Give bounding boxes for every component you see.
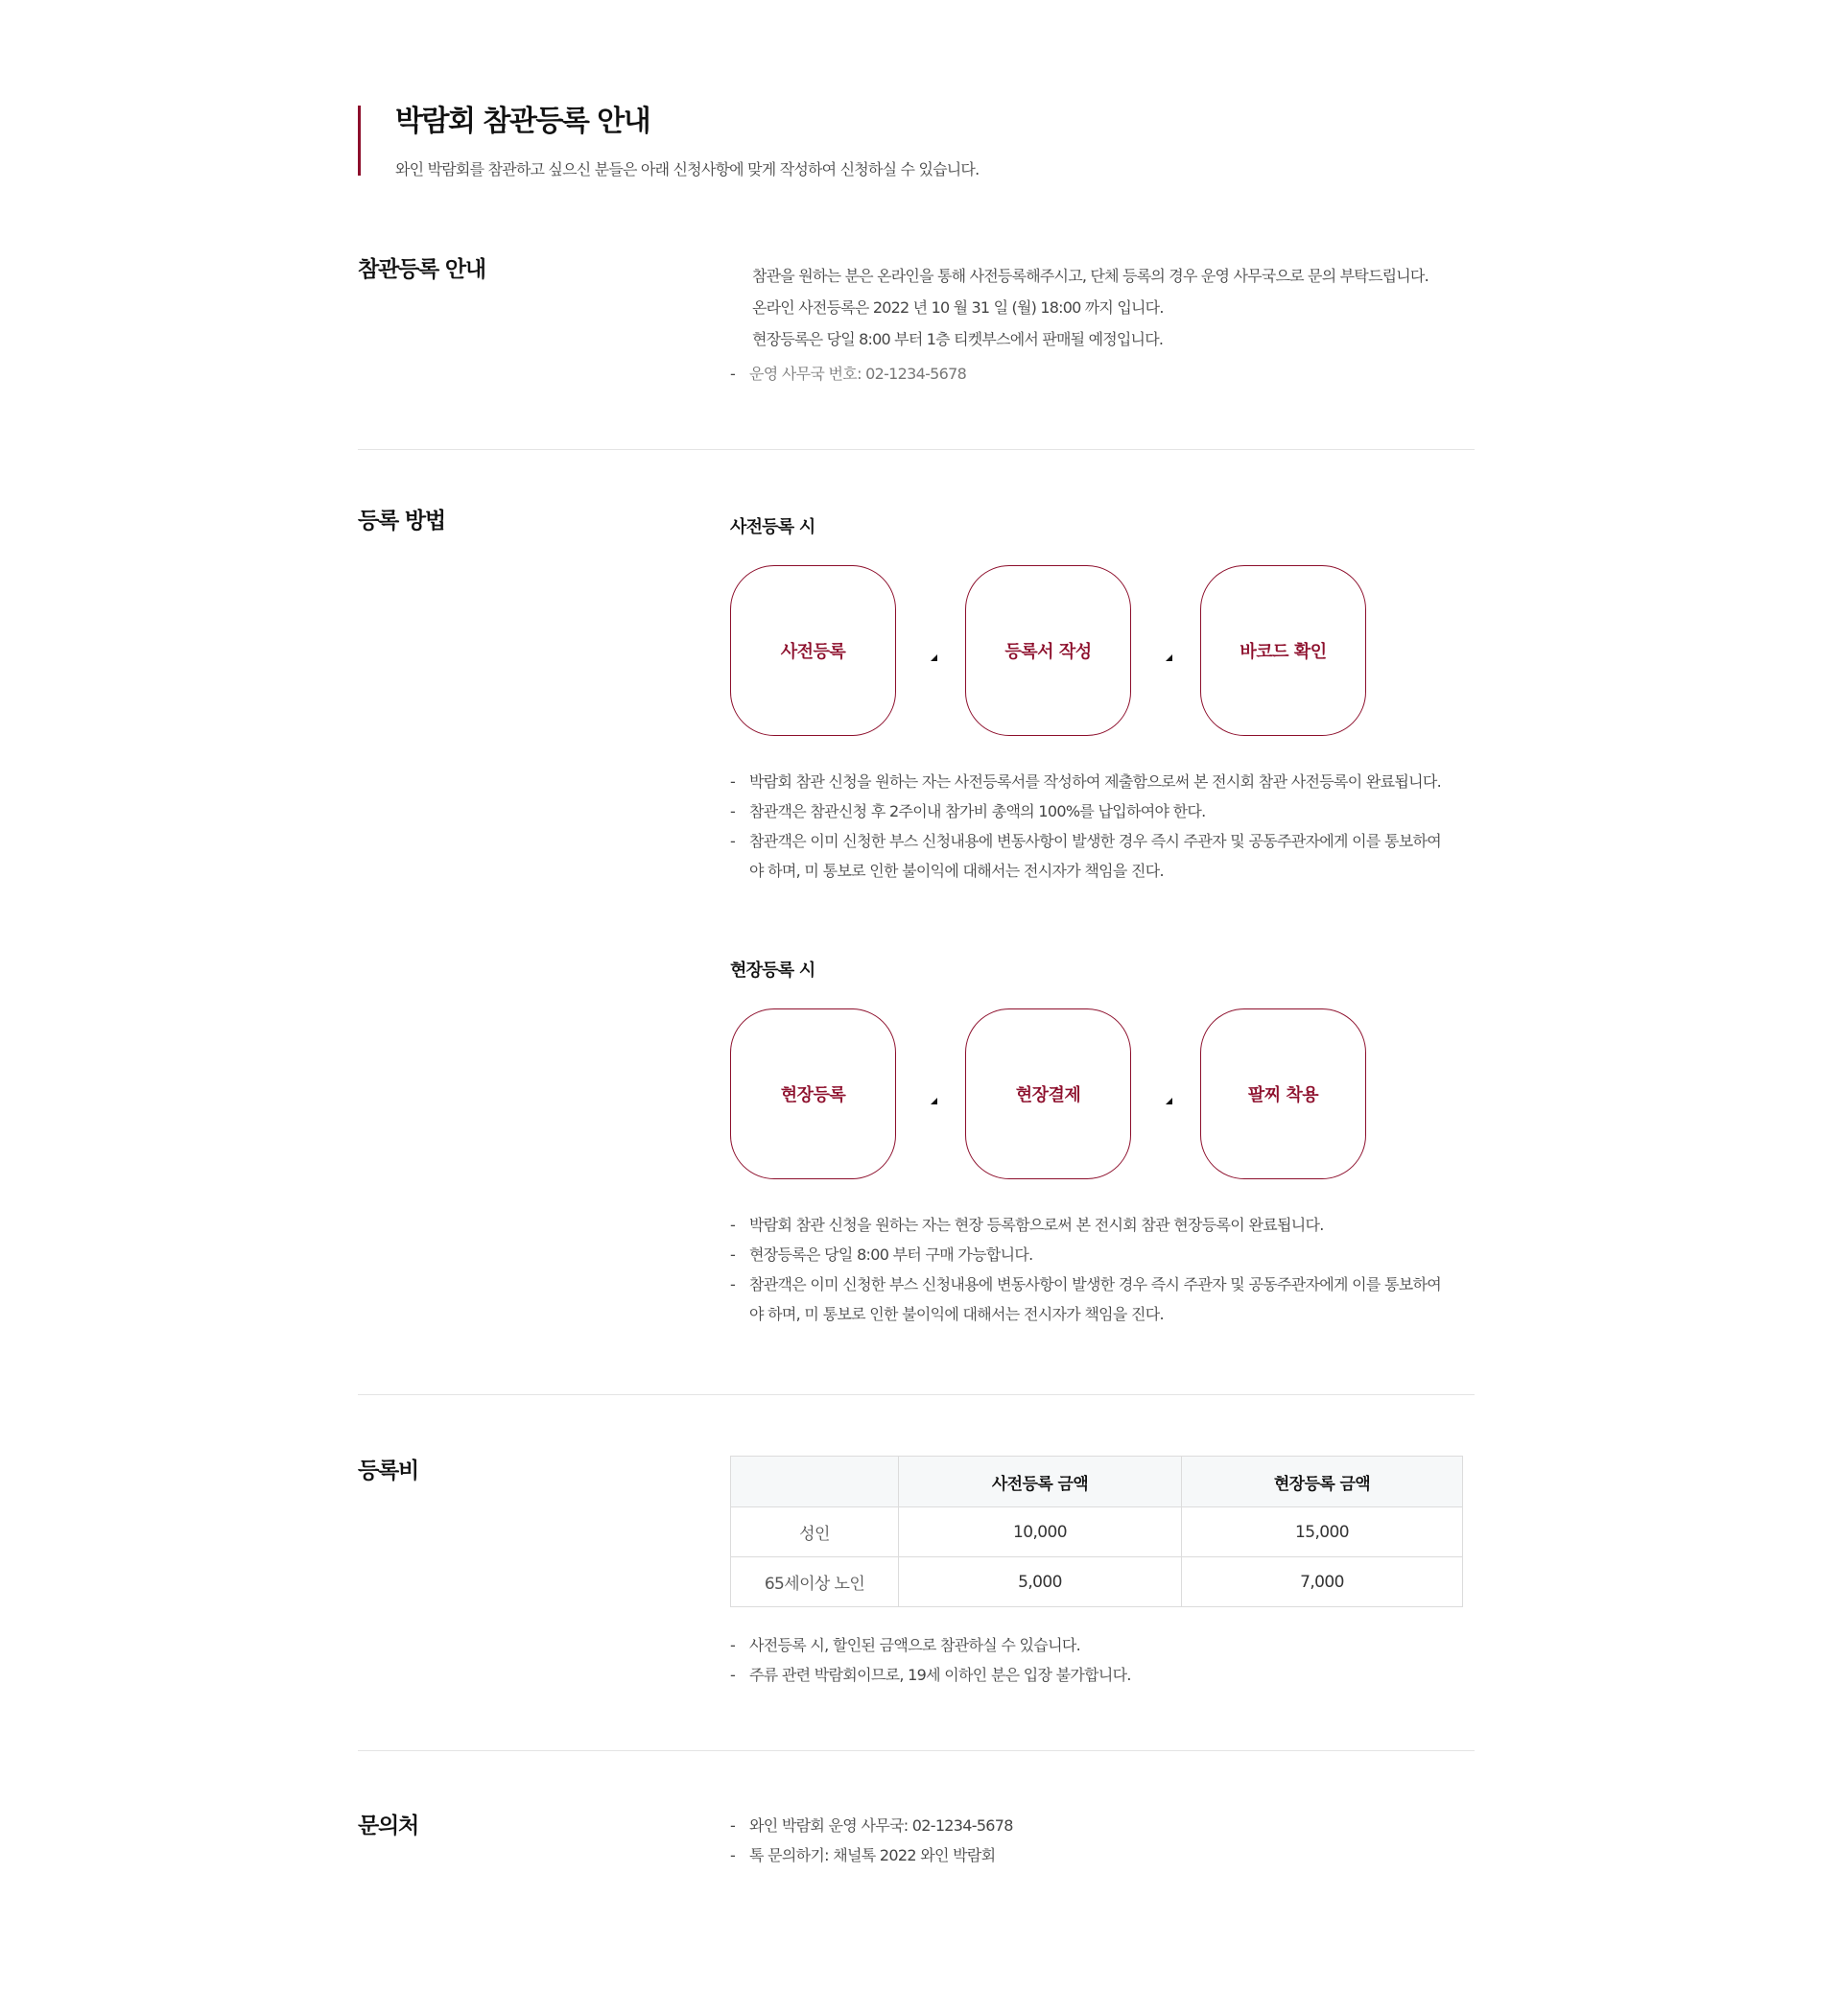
step-onsite-payment — [965, 1008, 1131, 1179]
table-row — [731, 1507, 1463, 1557]
step-wristband — [1200, 1008, 1366, 1179]
pre-notes — [730, 767, 1475, 886]
fee-cell: 7,000 — [1182, 1557, 1463, 1607]
arrow-icon — [1166, 1098, 1172, 1104]
page-description: 와인 박람회를 참관하고 싶으신 분들은 아래 신청사항에 맞게 작성하여 신청하실 수 있습니다. — [395, 160, 980, 178]
section-divider — [358, 1394, 1475, 1395]
step-pre-register — [730, 565, 896, 736]
fee-notes — [730, 1630, 1475, 1690]
fee-table-header — [731, 1457, 1463, 1507]
fee-table — [730, 1456, 1463, 1607]
section-divider — [358, 449, 1475, 450]
method-onsite — [730, 961, 1475, 1329]
info-line: 참관을 원하는 분은 온라인을 통해 사전등록해주시고, 단체 등록의 경우 운영 사무국으로 문의 부탁드립니다. — [752, 267, 1429, 285]
fee-cell: 15,000 — [1182, 1507, 1463, 1557]
info-office-list — [730, 359, 1475, 389]
arrow-icon — [931, 654, 937, 661]
info-line: 현장등록은 당일 8:00 부터 1층 티켓부스에서 판매될 예정입니다. — [752, 330, 1164, 348]
section-title-contact: 문의처 — [358, 1814, 419, 1838]
pre-note: - 참관객은 이미 신청한 부스 신청내용에 변동사항이 발생한 경우 즉시 주관자 및 공동주관자에게 이를 통보하여야 하며, 미 통보로 인한 불이익에 대해서는 전시자가 책임을 진다. — [730, 826, 1450, 886]
arrow-icon — [931, 1098, 937, 1104]
step-label: 사전등록 — [780, 642, 846, 662]
section-title-info: 참관등록 안내 — [358, 257, 485, 282]
info-content — [730, 260, 1475, 389]
fee-header-cell — [731, 1457, 899, 1507]
contact-office: - 와인 박람회 운영 사무국: 02-1234-5678 — [730, 1811, 1475, 1840]
section-divider — [358, 1750, 1475, 1751]
method-pre — [730, 518, 1475, 886]
onsite-note: - 현장등록은 당일 8:00 부터 구매 가능합니다. — [730, 1240, 1475, 1269]
section-title-fee: 등록비 — [358, 1459, 419, 1483]
step-label: 등록서 작성 — [1004, 642, 1092, 662]
contact-talk: - 톡 문의하기: 채널톡 2022 와인 박람회 — [730, 1840, 1475, 1870]
step-write-form — [965, 565, 1131, 736]
fee-note: - 사전등록 시, 할인된 금액으로 참관하실 수 있습니다. — [730, 1630, 1475, 1660]
onsite-notes — [730, 1210, 1475, 1329]
onsite-steps — [730, 1008, 1475, 1183]
fee-cell: 10,000 — [899, 1507, 1182, 1557]
contact-list — [730, 1811, 1475, 1870]
step-check-barcode — [1200, 565, 1366, 736]
fee-cell-label: 65세이상 노인 — [731, 1557, 899, 1607]
page-title: 박람회 참관등록 안내 — [395, 105, 650, 138]
fee-header-cell: 사전등록 금액 — [899, 1457, 1182, 1507]
pre-subtitle: 사전등록 시 — [730, 517, 815, 537]
office-phone: - 운영 사무국 번호: 02-1234-5678 — [730, 359, 1475, 389]
step-label: 현장결제 — [1015, 1085, 1081, 1105]
fee-header-cell: 현장등록 금액 — [1182, 1457, 1463, 1507]
fee-cell-label: 성인 — [731, 1507, 899, 1557]
page-header — [358, 106, 979, 176]
contact-content — [730, 1811, 1475, 1870]
onsite-note: - 박람회 참관 신청을 원하는 자는 현장 등록함으로써 본 전시회 참관 현장등록이 완료됩니다. — [730, 1210, 1475, 1240]
fee-content — [730, 1456, 1475, 1690]
onsite-note: - 참관객은 이미 신청한 부스 신청내용에 변동사항이 발생한 경우 즉시 주관자 및 공동주관자에게 이를 통보하여야 하며, 미 통보로 인한 불이익에 대해서는 전시자가 책임을 진다. — [730, 1269, 1450, 1329]
step-onsite-register — [730, 1008, 896, 1179]
step-label: 바코드 확인 — [1240, 642, 1327, 662]
table-row — [731, 1557, 1463, 1607]
step-label: 팔찌 착용 — [1247, 1085, 1319, 1105]
pre-note: - 박람회 참관 신청을 원하는 자는 사전등록서를 작성하여 제출함으로써 본 전시회 참관 사전등록이 완료됩니다. — [730, 767, 1475, 796]
section-title-method: 등록 방법 — [358, 509, 445, 534]
pre-note: - 참관객은 참관신청 후 2주이내 참가비 총액의 100%를 납입하여야 한다. — [730, 796, 1475, 826]
fee-note: - 주류 관련 박람회이므로, 19세 이하인 분은 입장 불가합니다. — [730, 1660, 1475, 1690]
onsite-subtitle: 현장등록 시 — [730, 961, 815, 981]
arrow-icon — [1166, 654, 1172, 661]
pre-steps — [730, 565, 1475, 740]
info-line: 온라인 사전등록은 2022 년 10 월 31 일 (월) 18:00 까지 입니다. — [752, 298, 1164, 317]
fee-cell: 5,000 — [899, 1557, 1182, 1607]
step-label: 현장등록 — [780, 1085, 846, 1105]
